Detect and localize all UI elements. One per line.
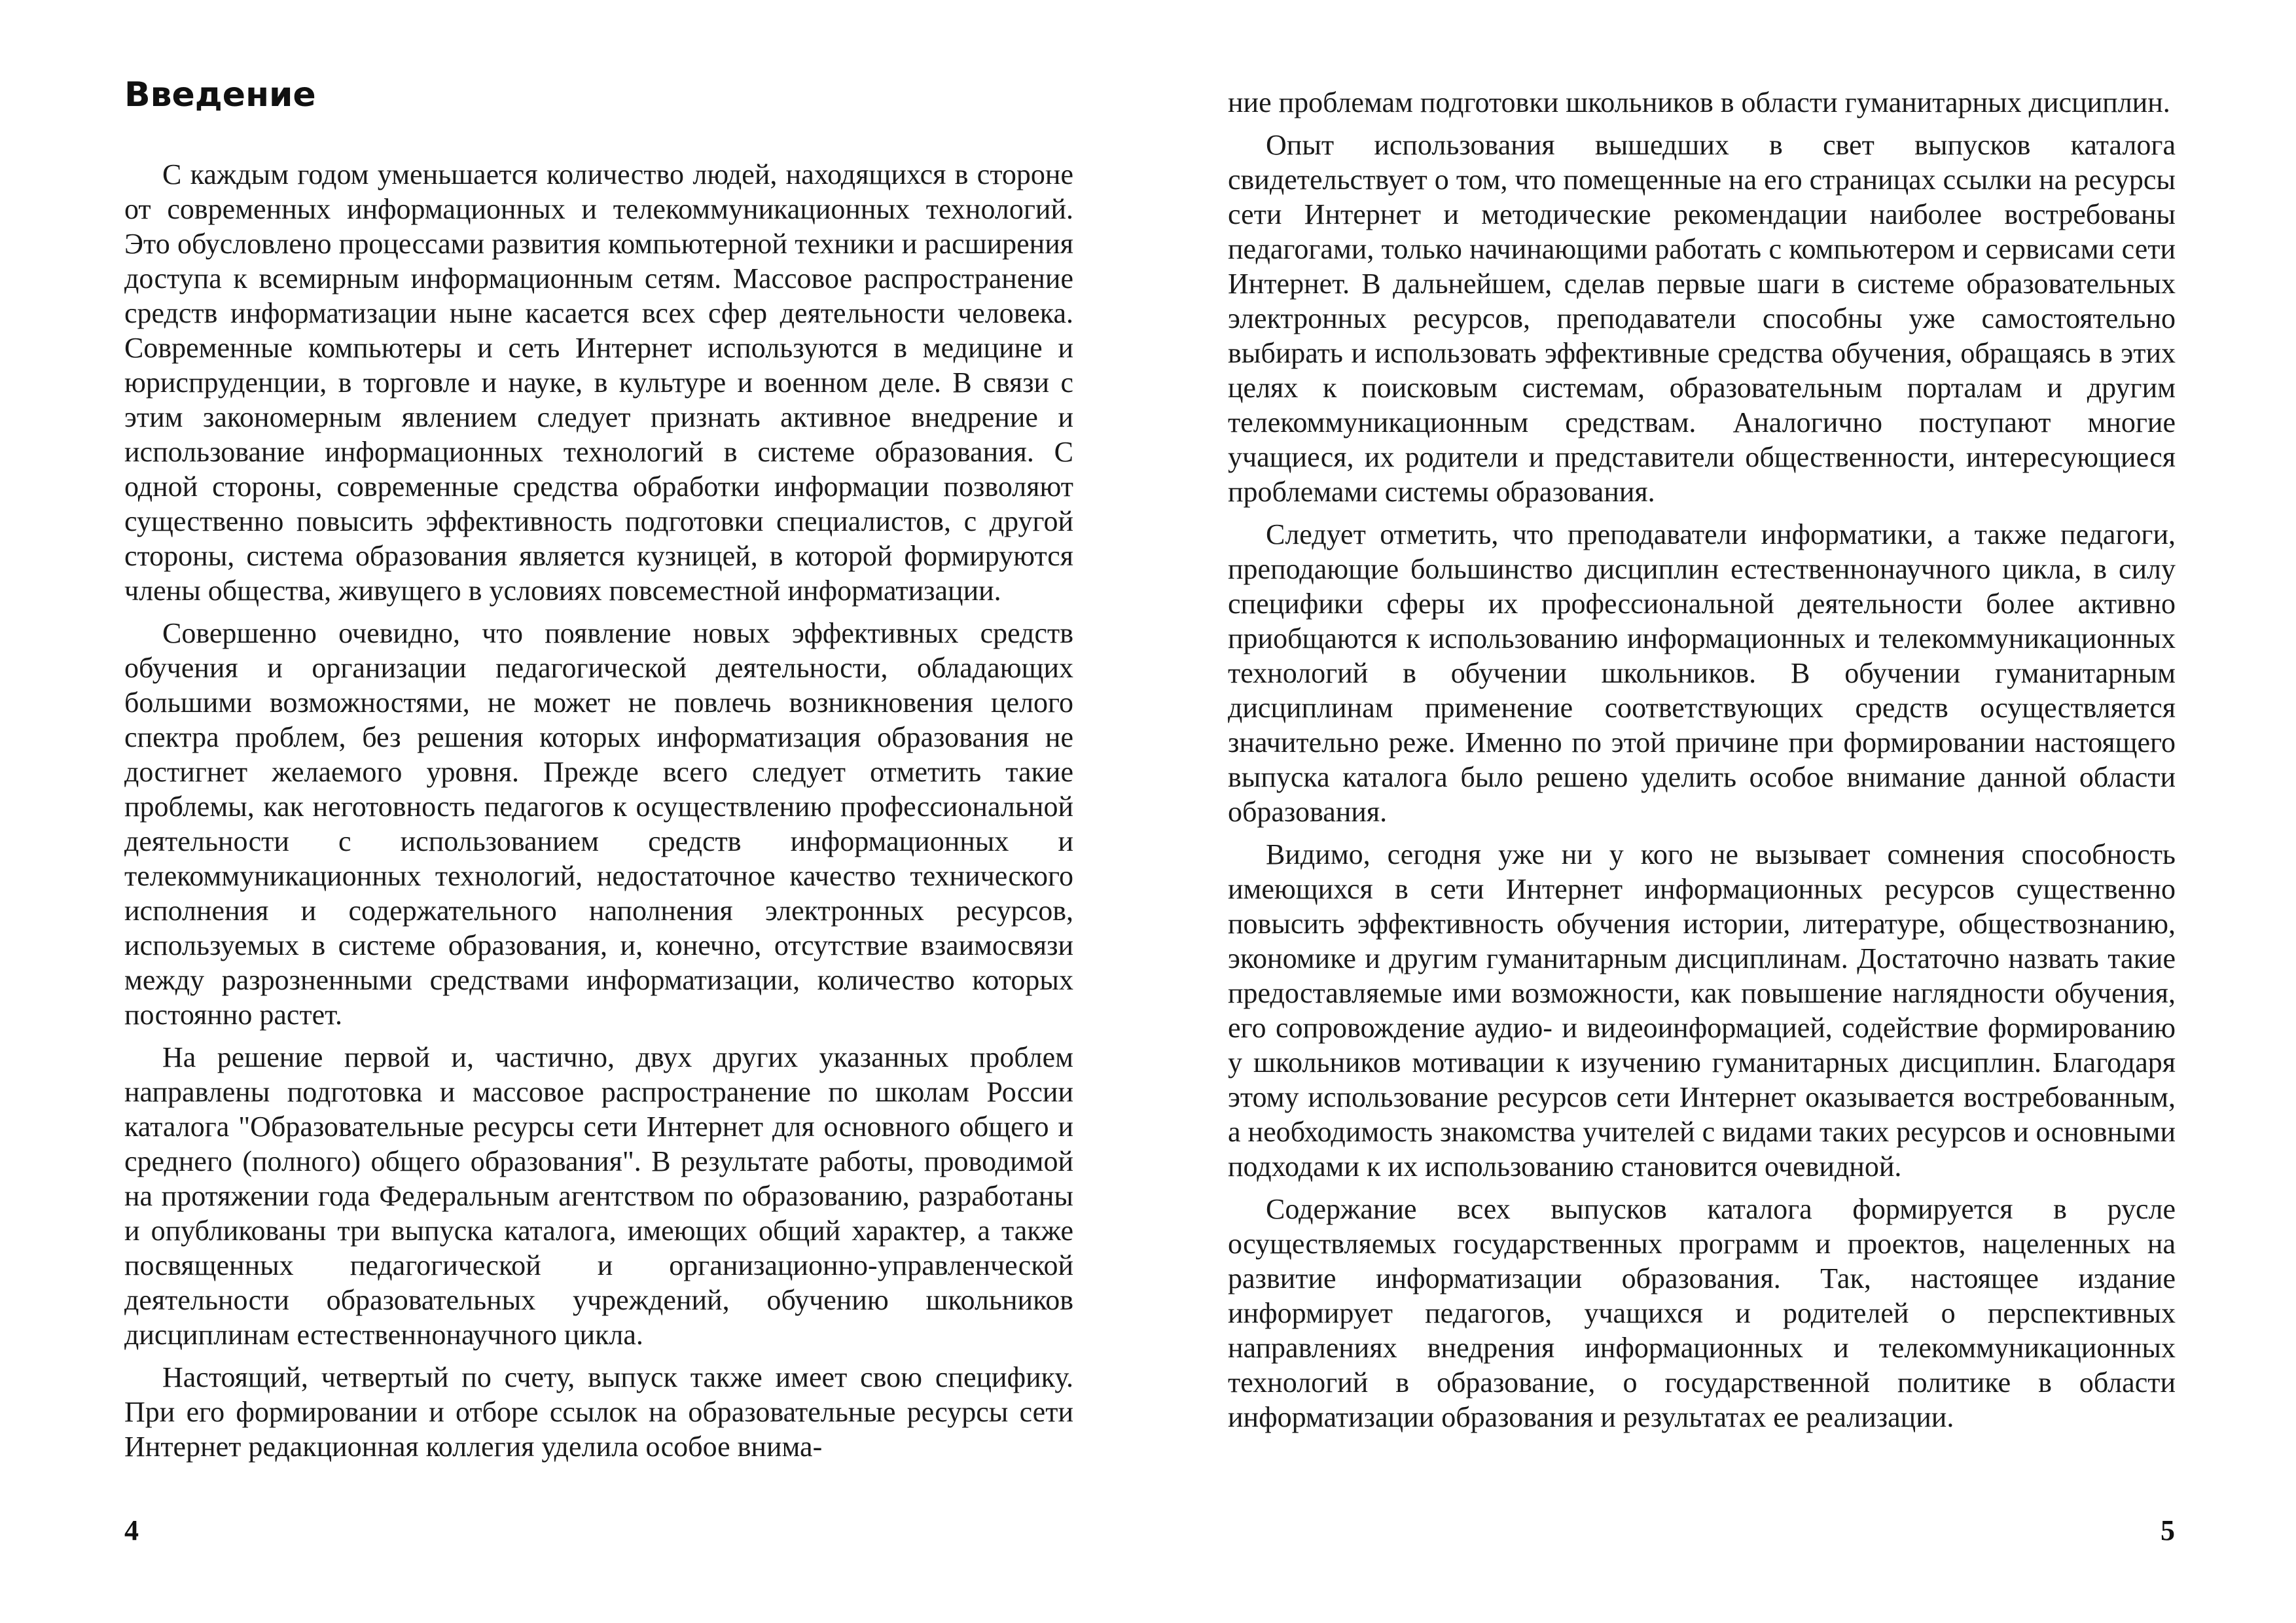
paragraph-continuation: ние проблемам подготовки школьников в области гуманитарных дисциплин.: [1228, 86, 2170, 118]
right-page: [1148, 0, 2296, 1623]
paragraph: Опыт использования вышедших в свет выпусков каталога свидетельствует о том, что помещенные на его страницах ссылки на ресурсы сети Интернет и методические рекомендации наиболее востребованы педагогами, только начинающими работать с компьютером и сервисами сети Интернет. В дальнейшем, сделав первые шаги в системе образовательных электронных ресурсов, преподаватели способны уже самостоятельно выбирать и использовать эффективные средства обучения, обращаясь в этих целях к поисковым системам, образовательным порталам и другим телекоммуникационным средствам. Аналогично поступают многие учащиеся, их родители и представители общественности, интересующиеся проблемами системы образования.: [1228, 129, 2176, 508]
paragraph: Совершенно очевидно, что появление новых эффективных средств обучения и организации педагогической деятельности, обладающих большими возможностями, не может не повлечь возникновения целого спектра проблем, без решения которых информатизация образования не достигнет желаемого уровня. Прежде всего следует отметить такие проблемы, как неготовность педагогов к осуществлению профессиональной деятельности с использованием средств информационных и телекоммуникационных технологий, недостаточное качество технического исполнения и содержательного наполнения электронных ресурсов, используемых в системе образования, и, конечно, отсутствие взаимосвязи между разрозненными средствами информатизации, количество которых постоянно растет.: [124, 617, 1073, 1031]
chapter-heading: Введение: [124, 75, 316, 115]
paragraph: На решение первой и, частично, двух других указанных проблем направлены подготовка и массовое распространение по школам России каталога "Образовательные ресурсы сети Интернет для основного общего и среднего (полного) общего образования". В результате работы, проводимой на протяжении года Федеральным агентством по образованию, разработаны и опубликованы три выпуска каталога, имеющих общий характер, а также посвященных педагогической и организационно-управленческой деятельности образовательных учреждений, обучению школьников дисциплинам естественнонаучного цикла.: [124, 1041, 1073, 1351]
page-number-right: 5: [2161, 1514, 2175, 1546]
paragraph: Видимо, сегодня уже ни у кого не вызывает сомнения способность имеющихся в сети Интернет информационных ресурсов существенно повысить эффективность обучения истории, литературе, обществознанию, экономике и другим гуманитарным дисциплинам. Достаточно назвать такие предоставляемые ими возможности, как повышение наглядности обучения, его сопровождение аудио- и видеоинформацией, содействие формированию у школьников мотивации к изучению гуманитарных дисциплин. Благодаря этому использование ресурсов сети Интернет оказывается востребованным, а необходимость знакомства учителей с видами таких ресурсов и основными подходами к их использованию становится очевидной.: [1228, 838, 2176, 1183]
left-page-text: [124, 157, 1073, 1472]
paragraph: Настоящий, четвертый по счету, выпуск также имеет свою специфику. При его формировании и отборе ссылок на образовательные ресурсы сети Интернет редакционная коллегия уделила особое внима-: [124, 1361, 1073, 1463]
paragraph: Следует отметить, что преподаватели информатики, а также педагоги, преподающие большинство дисциплин естественнонаучного цикла, в силу специфики сферы их профессиональной деятельности более активно приобщаются к использованию информационных и телекоммуникационных технологий в обучении школьников. В обучении гуманитарным дисциплинам применение соответствующих средств осуществляется значительно реже. Именно по этой причине при формировании настоящего выпуска каталога было решено уделить особое внимание данной области образования.: [1228, 518, 2176, 828]
page-number-left: 4: [124, 1514, 139, 1546]
paragraph: Содержание всех выпусков каталога формируется в русле осуществляемых государственных программ и проектов, нацеленных на развитие информатизации образования. Так, настоящее издание информирует педагогов, учащихся и родителей о перспективных направлениях внедрения информационных и телекоммуникационных технологий в образование, о государственной политике в области информатизации образования и результатах ее реализации.: [1228, 1193, 2176, 1433]
right-page-text: [1228, 85, 2176, 1442]
paragraph: С каждым годом уменьшается количество людей, находящихся в стороне от современных информационных и телекоммуникационных технологий. Это обусловлено процессами развития компьютерной техники и расширения доступа к всемирным информационным сетям. Массовое распространение средств информатизации ныне касается всех сфер деятельности человека. Современные компьютеры и сеть Интернет используются в медицине и юриспруденции, в торговле и науке, в культуре и военном деле. В связи с этим закономерным явлением следует признать активное внедрение и использование информационных технологий в системе образования. С одной стороны, современные средства обработки информации позволяют существенно повысить эффективность подготовки специалистов, с другой стороны, система образования является кузницей, в которой формируются члены общества, живущего в условиях повсеместной информатизации.: [124, 158, 1073, 607]
